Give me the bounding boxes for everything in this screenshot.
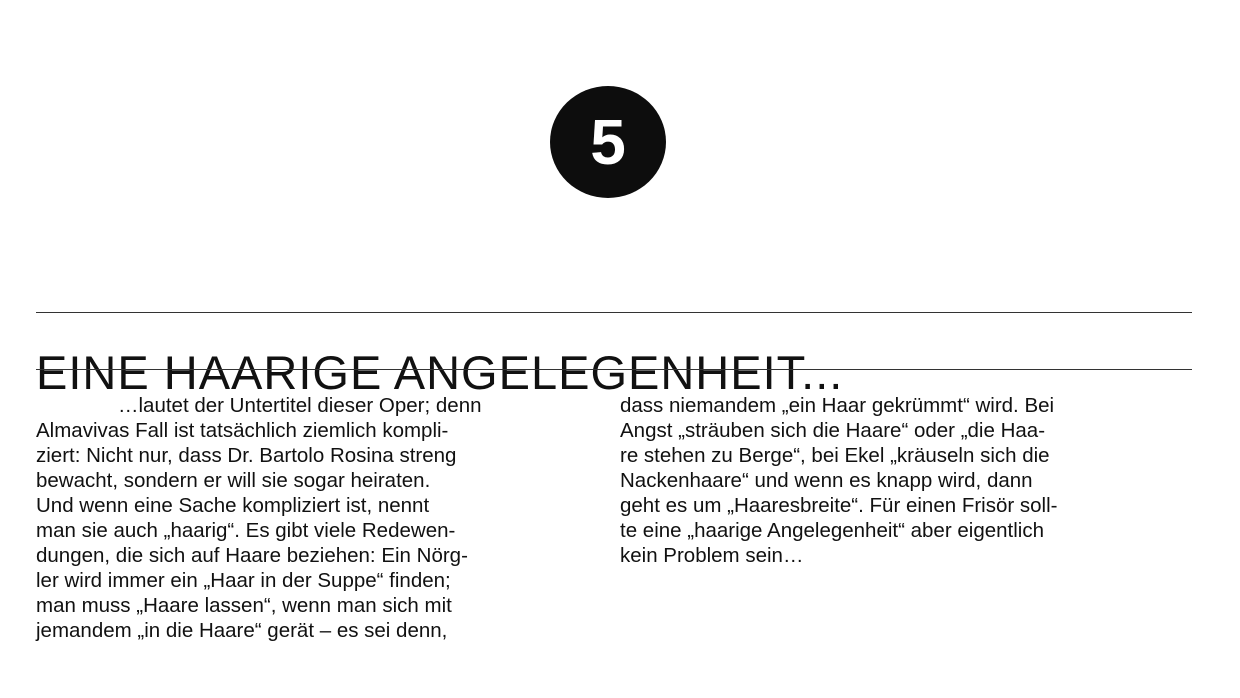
body-line: re stehen zu Berge“, bei Ekel „kräuseln sich die (620, 444, 1050, 467)
body-line: Angst „sträuben sich die Haare“ oder „die Haa- (620, 419, 1046, 442)
body-line: man sie auch „haarig“. Es gibt viele Redewen- (36, 519, 456, 542)
heading-rule-bottom (36, 369, 1192, 370)
heading-rule-top (36, 312, 1192, 313)
chapter-number: 5 (590, 106, 626, 178)
body-line: geht es um „Haaresbreite“. Für einen Frisör soll- (620, 494, 1058, 517)
body-line: dungen, die sich auf Haare beziehen: Ein Nörg- (36, 544, 468, 567)
body-line: te eine „haarige Angelegenheit“ aber eigentlich (620, 519, 1044, 542)
body-line: man muss „Haare lassen“, wenn man sich mit (36, 594, 452, 617)
body-line: jemandem „in die Haare“ gerät – es sei denn, (36, 619, 448, 642)
chapter-number-badge (550, 86, 666, 198)
body-line: Und wenn eine Sache kompliziert ist, nennt (36, 494, 430, 517)
body-line: Almavivas Fall ist tatsächlich ziemlich kompli- (36, 419, 449, 442)
body-line: …lautet der Untertitel dieser Oper; denn (118, 394, 482, 417)
body-line: kein Problem sein… (620, 544, 804, 567)
body-line: ziert: Nicht nur, dass Dr. Bartolo Rosina streng (36, 444, 457, 467)
body-line: Nackenhaare“ und wenn es knapp wird, dann (620, 469, 1033, 492)
article-title: EINE HAARIGE ANGELEGENHEIT... (36, 346, 844, 400)
body-column-right (620, 393, 1192, 568)
body-line: ler wird immer ein „Haar in der Suppe“ finden; (36, 569, 451, 592)
body-column-left (36, 393, 606, 643)
body-line: dass niemandem „ein Haar gekrümmt“ wird. Bei (620, 394, 1055, 417)
body-line: bewacht, sondern er will sie sogar heiraten. (36, 469, 431, 492)
